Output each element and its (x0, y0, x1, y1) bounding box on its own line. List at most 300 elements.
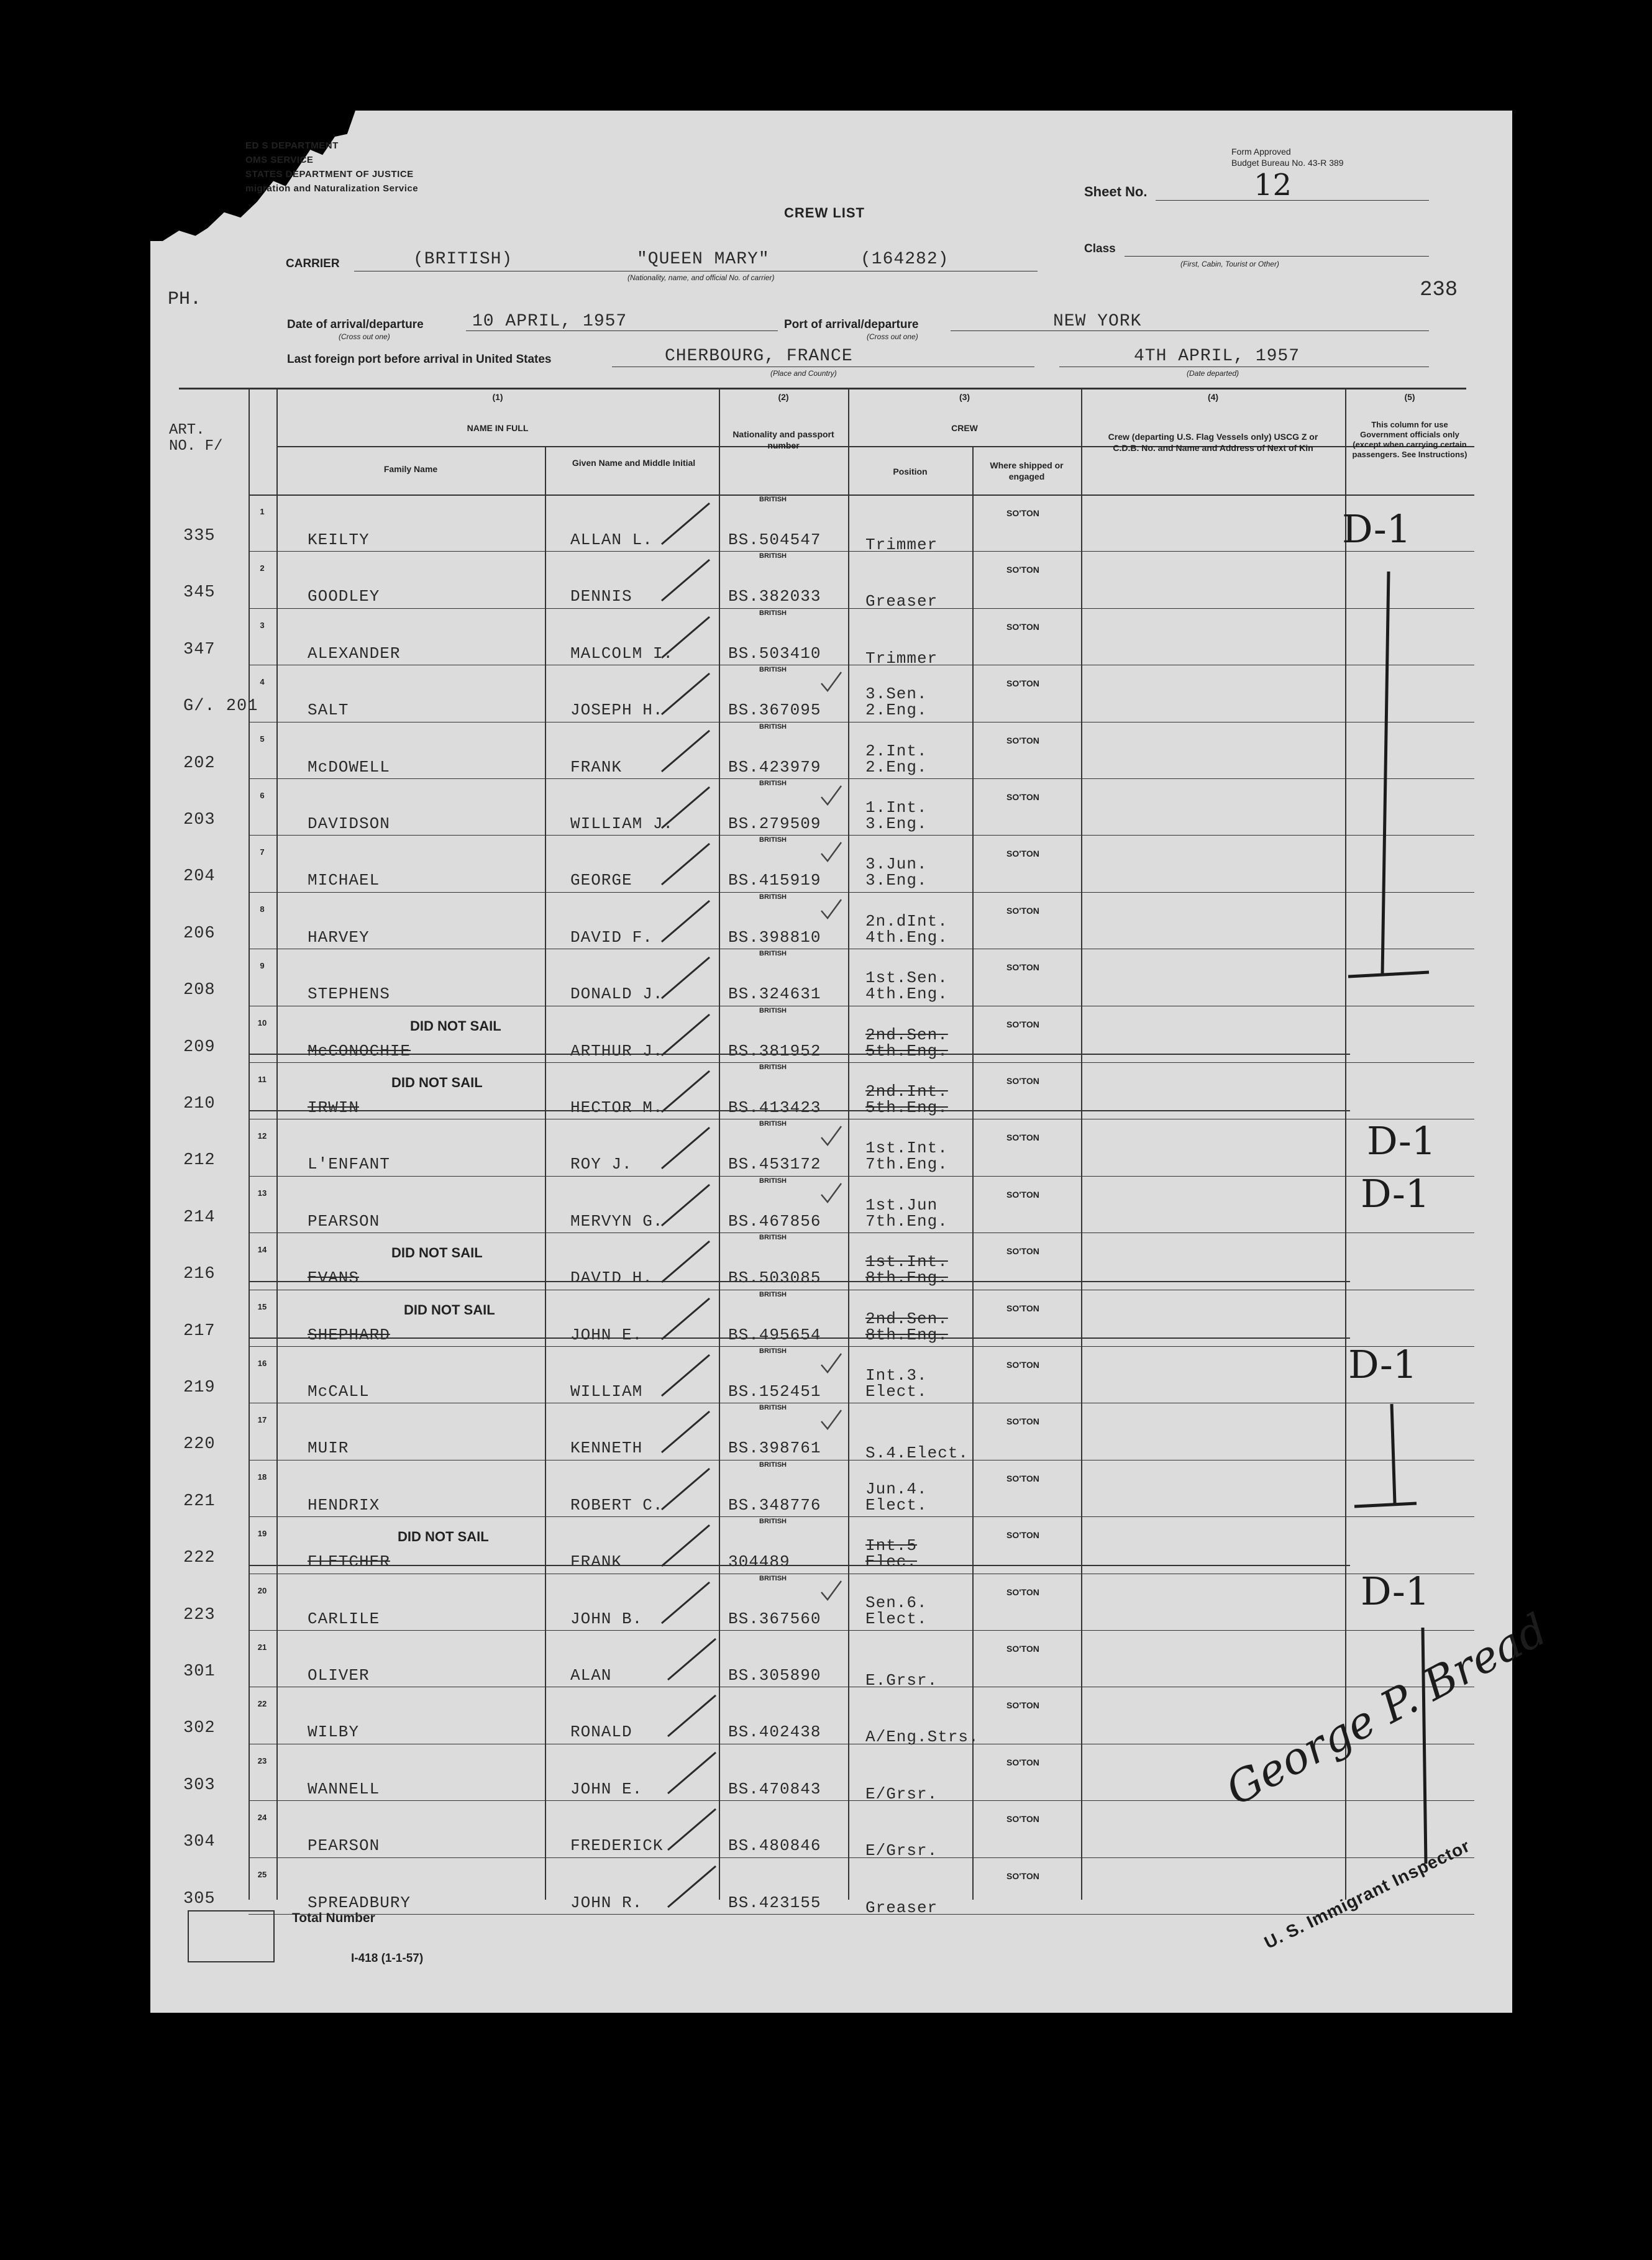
d1-mark-2: D-1 (1367, 1118, 1436, 1164)
nationality: BRITISH (759, 780, 787, 787)
row-number: 7 (260, 847, 265, 857)
family-name: KEILTY (308, 531, 370, 549)
where-shipped: SO'TON (1006, 1700, 1039, 1711)
where-shipped: SO'TON (1006, 1019, 1039, 1029)
row-rule (249, 835, 1474, 836)
check-mark (819, 1181, 844, 1206)
nationality: BRITISH (759, 1006, 787, 1014)
did-not-sail-note: DID NOT SAIL (391, 1245, 483, 1261)
row-number: 9 (260, 961, 265, 971)
position-line-2: 5th.Eng. (865, 1041, 948, 1060)
tick-mark (659, 556, 714, 606)
passport-number: BS.413423 (728, 1098, 821, 1117)
passport-number: BS.398761 (728, 1439, 821, 1458)
d1-mark-1: D-1 (1342, 506, 1412, 552)
carrier-note: (Nationality, name, and official No. of carrier) (627, 273, 775, 282)
passport-number: BS.470843 (728, 1779, 821, 1798)
agency-line-4: migration and Naturalization Service (245, 183, 419, 194)
family-name: WANNELL (308, 1779, 380, 1798)
given-name: FRANK (570, 1552, 623, 1572)
family-name: IRWIN (308, 1098, 360, 1117)
family-name: L'ENFANT (308, 1155, 390, 1174)
family-name: SPREADBURY (308, 1893, 411, 1912)
position: E.Grsr. (865, 1671, 938, 1690)
tick-mark (659, 613, 714, 663)
sheet-line (1156, 200, 1429, 201)
strike-rule (249, 1281, 1350, 1282)
check-mark (819, 1351, 844, 1376)
last-port-label: Last foreign port before arrival in United States (287, 353, 552, 366)
position: Greaser (865, 592, 938, 611)
header-bottom-rule (249, 494, 1474, 496)
art-number: 217 (183, 1321, 216, 1341)
where-shipped: SO'TON (1006, 1303, 1039, 1313)
position-line-1: 2nd.Int. (865, 1082, 948, 1101)
nationality: BRITISH (759, 1518, 787, 1526)
date-arrival-label: Date of arrival/departure (287, 318, 424, 331)
did-not-sail-note: DID NOT SAIL (398, 1529, 489, 1545)
check-mark (819, 670, 844, 695)
tick-mark (659, 783, 714, 833)
where-shipped: SO'TON (1006, 1360, 1039, 1370)
shipped-header: Where shipped or engaged (990, 460, 1064, 481)
col2-number: (2) (778, 392, 789, 402)
family-name: MUIR (308, 1439, 349, 1458)
where-shipped: SO'TON (1006, 1814, 1039, 1825)
nationality: BRITISH (759, 950, 787, 958)
given-name: FRANK (570, 757, 623, 777)
agency-line-3: STATES DEPARTMENT OF JUSTICE (245, 169, 414, 180)
given-name: FREDERICK (570, 1836, 664, 1856)
art-number: 204 (183, 867, 216, 886)
given-name: DAVID H. (570, 1269, 653, 1288)
passport-number: BS.504547 (728, 531, 821, 549)
col5-title: This column for use Government officials only (except when carrying certain passengers. See Instructions) (1352, 420, 1467, 459)
tick-mark (659, 670, 714, 719)
tick-mark (659, 1067, 714, 1117)
where-shipped: SO'TON (1006, 1132, 1039, 1143)
given-name: RONALD (570, 1723, 632, 1742)
tick-mark (665, 1862, 721, 1912)
family-name: HARVEY (308, 927, 370, 947)
where-shipped: SO'TON (1006, 962, 1039, 973)
sheet-number: 12 (1254, 168, 1292, 203)
row-number: 22 (257, 1699, 267, 1709)
col4-number: (4) (1207, 392, 1219, 402)
row-number: 25 (257, 1869, 267, 1879)
passport-number: 304489 (728, 1552, 790, 1572)
family-name-header: Family Name (383, 464, 438, 474)
where-shipped: SO'TON (1006, 849, 1039, 859)
col1-number: (1) (492, 392, 503, 402)
budget-bureau: Budget Bureau No. 43-R 389 (1231, 158, 1344, 168)
art-number: 301 (183, 1662, 216, 1681)
port-label: Port of arrival/departure (784, 318, 919, 331)
total-number-label: Total Number (292, 1911, 375, 1925)
row-rule (249, 1800, 1474, 1801)
col2-title: Nationality and passport number (732, 429, 834, 450)
row-rule (249, 608, 1474, 609)
family-name: GOODLEY (308, 587, 380, 606)
passport-number: BS.495654 (728, 1325, 821, 1344)
family-name: McCALL (308, 1382, 370, 1401)
page-number: 238 (1420, 278, 1458, 302)
art-number: 214 (183, 1208, 216, 1227)
art-number: 223 (183, 1605, 216, 1624)
nationality: BRITISH (759, 1234, 787, 1242)
passport-number: BS.152451 (728, 1382, 821, 1401)
date-departed-note: (Date departed) (1187, 369, 1239, 378)
art-number: 302 (183, 1719, 216, 1738)
row-rule (249, 1062, 1474, 1063)
tick-mark (659, 840, 714, 890)
position-line-2: 4th.Eng. (865, 985, 948, 1004)
passport-number: BS.402438 (728, 1723, 821, 1742)
row-number: 15 (257, 1301, 267, 1311)
row-number: 20 (257, 1585, 267, 1595)
row-rule (249, 892, 1474, 893)
family-name: PEARSON (308, 1836, 380, 1856)
position-line-2: 4th.Eng. (865, 927, 948, 947)
given-name: DONALD J. (570, 985, 664, 1004)
art-number: 209 (183, 1037, 216, 1057)
strike-rule (249, 1054, 1350, 1055)
table-top-rule (179, 388, 1466, 390)
position-line-1: Jun.4. (865, 1479, 928, 1498)
family-name: OLIVER (308, 1666, 370, 1685)
given-name: JOSEPH H. (570, 701, 664, 720)
row-rule (249, 1630, 1474, 1631)
art-number: 212 (183, 1151, 216, 1170)
position-line-2: 5th.Eng. (865, 1098, 948, 1117)
where-shipped: SO'TON (1006, 905, 1039, 916)
nationality: BRITISH (759, 666, 787, 674)
where-shipped: SO'TON (1006, 1587, 1039, 1597)
position-line-1: 1st.Int. (865, 1252, 948, 1272)
check-mark (819, 1124, 844, 1149)
position-line-2: Elect. (865, 1382, 928, 1401)
art-no-header: ART. NO. F/ (169, 422, 223, 455)
carrier-label: CARRIER (286, 257, 340, 270)
ph-label: PH. (168, 289, 202, 310)
given-name: GEORGE (570, 871, 632, 890)
position-line-1: 3.Jun. (865, 855, 928, 874)
strike-rule (249, 1337, 1350, 1339)
where-shipped: SO'TON (1006, 508, 1039, 518)
where-shipped: SO'TON (1006, 792, 1039, 802)
tick-mark (659, 1181, 714, 1231)
art-number: G/. 201 (183, 697, 258, 716)
carrier-number: (164282) (860, 250, 949, 269)
passport-number: BS.503085 (728, 1269, 821, 1288)
given-name: JOHN R. (570, 1893, 643, 1912)
passport-number: BS.453172 (728, 1155, 821, 1174)
family-name: SHEPHARD (308, 1325, 390, 1344)
did-not-sail-note: DID NOT SAIL (391, 1075, 483, 1090)
check-mark (819, 840, 844, 865)
position-line-1: 1.Int. (865, 798, 928, 817)
check-mark (819, 1579, 844, 1603)
position-line-1: 1st.Sen. (865, 968, 948, 988)
row-number: 18 (257, 1472, 267, 1482)
where-shipped: SO'TON (1006, 1246, 1039, 1257)
col1-title: NAME IN FULL (467, 423, 529, 433)
d1-mark-5: D-1 (1361, 1569, 1430, 1614)
row-number: 4 (260, 677, 265, 687)
row-number: 19 (257, 1529, 267, 1539)
position: E/Grsr. (865, 1784, 938, 1803)
given-name: MALCOLM I. (570, 644, 674, 663)
position-line-1: 1st.Jun (865, 1195, 938, 1214)
row-number: 12 (257, 1131, 267, 1141)
family-name: EVANS (308, 1269, 360, 1288)
where-shipped: SO'TON (1006, 1644, 1039, 1654)
tick-mark (659, 897, 714, 947)
family-name: DAVIDSON (308, 814, 390, 833)
row-number: 11 (258, 1075, 267, 1084)
given-name-header: Given Name and Middle Initial (572, 458, 696, 468)
art-number: 203 (183, 811, 216, 829)
position-line-1: Int.5 (865, 1536, 918, 1556)
passport-number: BS.423155 (728, 1893, 821, 1912)
family-name: STEPHENS (308, 985, 390, 1004)
given-name: ARTHUR J. (570, 1041, 664, 1060)
carrier-name: "QUEEN MARY" (637, 250, 770, 269)
tick-mark (659, 1465, 714, 1515)
art-number: 202 (183, 754, 216, 773)
col4-title: Crew (departing U.S. Flag Vessels only) USCG Z or C.D.B. No. and Name and Address of Next of Kin (1108, 432, 1318, 453)
art-number: 206 (183, 924, 216, 943)
given-name: WILLIAM J. (570, 814, 674, 833)
row-number: 10 (257, 1018, 267, 1027)
position-line-2: 2.Eng. (865, 701, 928, 720)
check-mark (819, 897, 844, 922)
position-line-2: 7th.Eng. (865, 1211, 948, 1231)
row-number: 6 (260, 791, 265, 800)
passport-number: BS.324631 (728, 985, 821, 1004)
nationality: BRITISH (759, 1404, 787, 1412)
row-number: 3 (260, 620, 265, 630)
position-line-2: 8th.Eng. (865, 1325, 948, 1344)
agency-line-2: OMS SERVICE (245, 155, 314, 165)
row-rule (249, 1346, 1474, 1347)
row-number: 17 (257, 1415, 267, 1425)
where-shipped: SO'TON (1006, 1189, 1039, 1200)
nationality: BRITISH (759, 722, 787, 731)
col-rule-c (545, 446, 546, 1900)
row-rule (249, 1176, 1474, 1177)
where-shipped: SO'TON (1006, 1757, 1039, 1767)
passport-number: BS.423979 (728, 757, 821, 777)
tick-mark (665, 1692, 721, 1741)
tick-mark (659, 1351, 714, 1401)
strike-rule (249, 1565, 1350, 1566)
col-rule-g (1081, 388, 1082, 1900)
port-value: NEW YORK (1053, 312, 1142, 331)
d1-mark-4: D-1 (1348, 1342, 1418, 1387)
tick-mark (659, 954, 714, 1003)
art-number: 305 (183, 1889, 216, 1908)
row-number: 16 (257, 1359, 267, 1368)
row-number: 8 (260, 904, 265, 914)
passport-number: BS.467856 (728, 1211, 821, 1231)
row-rule (249, 1857, 1474, 1858)
page-title: CREW LIST (784, 205, 865, 221)
tick-mark (659, 1011, 714, 1060)
port-line (951, 330, 1429, 331)
row-number: 5 (260, 734, 265, 744)
position-line-1: Int.3. (865, 1366, 928, 1385)
art-number: 208 (183, 981, 216, 1000)
nationality: BRITISH (759, 552, 787, 560)
nationality: BRITISH (759, 893, 787, 901)
position: E/Grsr. (865, 1841, 938, 1861)
nationality: BRITISH (759, 1177, 787, 1185)
form-id: I-418 (1-1-57) (351, 1952, 424, 1965)
where-shipped: SO'TON (1006, 621, 1039, 632)
row-number: 14 (257, 1245, 267, 1255)
class-note: (First, Cabin, Tourist or Other) (1180, 260, 1279, 268)
given-name: ALLAN L. (570, 531, 653, 549)
tick-mark (659, 727, 714, 777)
passport-number: BS.382033 (728, 587, 821, 606)
did-not-sail-note: DID NOT SAIL (404, 1301, 495, 1318)
strike-rule (249, 1110, 1350, 1111)
col-rule-e (848, 388, 849, 1900)
passport-number: BS.348776 (728, 1495, 821, 1515)
passport-number: BS.415919 (728, 871, 821, 890)
tick-mark (659, 1124, 714, 1173)
where-shipped: SO'TON (1006, 1076, 1039, 1086)
family-name: ALEXANDER (308, 644, 401, 663)
nationality: BRITISH (759, 609, 787, 617)
position: Greaser (865, 1898, 938, 1917)
date-cross-note: (Cross out one) (339, 332, 390, 341)
row-number: 23 (257, 1756, 267, 1766)
art-number: 221 (183, 1492, 216, 1511)
nationality: BRITISH (759, 1064, 787, 1071)
row-rule (249, 1516, 1474, 1517)
art-number: 219 (183, 1378, 216, 1397)
sheet-label: Sheet No. (1084, 184, 1148, 199)
d1-mark-3: D-1 (1361, 1171, 1430, 1216)
family-name: WILBY (308, 1723, 360, 1742)
where-shipped: SO'TON (1006, 1416, 1039, 1427)
tick-mark (659, 1408, 714, 1457)
position-line-2: Elec. (865, 1552, 918, 1572)
where-shipped: SO'TON (1006, 565, 1039, 575)
port-cross-note: (Cross out one) (867, 332, 918, 341)
art-number: 216 (183, 1265, 216, 1284)
given-name: WILLIAM (570, 1382, 643, 1401)
tick-mark (665, 1805, 721, 1855)
passport-number: BS.367560 (728, 1609, 821, 1628)
art-number: 304 (183, 1833, 216, 1852)
form-approved: Form Approved (1231, 147, 1291, 157)
nationality: BRITISH (759, 1290, 787, 1298)
passport-number: BS.480846 (728, 1836, 821, 1856)
passport-number: BS.398810 (728, 927, 821, 947)
col3-number: (3) (959, 392, 970, 402)
passport-number: BS.381952 (728, 1041, 821, 1060)
did-not-sail-note: DID NOT SAIL (410, 1018, 501, 1034)
carrier-nationality: (BRITISH) (413, 250, 513, 269)
row-number: 21 (257, 1643, 267, 1652)
row-rule (249, 1914, 1474, 1915)
date-departed-value: 4TH APRIL, 1957 (1134, 347, 1300, 366)
position: S.4.Elect. (865, 1444, 969, 1463)
nationality: BRITISH (759, 836, 787, 844)
position-line-1: 3.Sen. (865, 685, 928, 704)
art-number: 303 (183, 1775, 216, 1795)
position-line-1: 2nd.Sen. (865, 1309, 948, 1328)
family-name: McDOWELL (308, 757, 390, 777)
row-number: 2 (260, 563, 265, 573)
family-name: CARLILE (308, 1609, 380, 1628)
place-note: (Place and Country) (770, 369, 837, 378)
tick-mark (659, 1521, 714, 1571)
position: Trimmer (865, 535, 938, 554)
given-name: JOHN E. (570, 1325, 643, 1344)
family-name: MICHAEL (308, 871, 380, 890)
art-number: 347 (183, 640, 216, 659)
check-mark (819, 783, 844, 808)
given-name: JOHN E. (570, 1779, 643, 1798)
art-number: 220 (183, 1435, 216, 1454)
given-name: ROBERT C. (570, 1495, 664, 1515)
row-number: 24 (257, 1813, 267, 1823)
class-label: Class (1084, 242, 1116, 255)
row-number: 13 (257, 1188, 267, 1198)
position-line-2: 8th.Eng. (865, 1269, 948, 1288)
position-line-2: Elect. (865, 1609, 928, 1628)
inspector-stamp: U. S. Immigrant Inspector (1261, 1836, 1473, 1952)
tick-mark (659, 1237, 714, 1287)
total-number-box[interactable] (188, 1910, 275, 1962)
family-name: PEARSON (308, 1211, 380, 1231)
art-number: 345 (183, 583, 216, 603)
row-rule (249, 551, 1474, 552)
passport-number: BS.305890 (728, 1666, 821, 1685)
given-name: MERVYN G. (570, 1211, 664, 1231)
art-number: 210 (183, 1095, 216, 1113)
passport-number: BS.503410 (728, 644, 821, 663)
nationality: BRITISH (759, 496, 787, 503)
given-name: HECTOR M. (570, 1098, 664, 1117)
passport-number: BS.279509 (728, 814, 821, 833)
row-number: 1 (260, 507, 265, 516)
tick-mark (665, 1635, 721, 1685)
nationality: BRITISH (759, 1460, 787, 1469)
inspector-signature: George P. Bread (1218, 1603, 1556, 1816)
where-shipped: SO'TON (1006, 735, 1039, 745)
given-name: DAVID F. (570, 927, 653, 947)
family-name: FLETCHER (308, 1552, 390, 1572)
position-line-1: 2.Int. (865, 741, 928, 760)
date-arrival-value: 10 APRIL, 1957 (472, 312, 627, 331)
tick-mark (659, 1295, 714, 1344)
class-line (1125, 256, 1429, 257)
position-line-2: 3.Eng. (865, 871, 928, 890)
col5-number: (5) (1404, 392, 1415, 402)
position-line-1: Sen.6. (865, 1593, 928, 1612)
position-line-1: 1st.Int. (865, 1139, 948, 1158)
given-name: DENNIS (570, 587, 632, 606)
position-line-1: 2n.dInt. (865, 911, 948, 931)
tick-mark (659, 1579, 714, 1628)
where-shipped: SO'TON (1006, 1870, 1039, 1881)
position-line-2: 7th.Eng. (865, 1155, 948, 1174)
